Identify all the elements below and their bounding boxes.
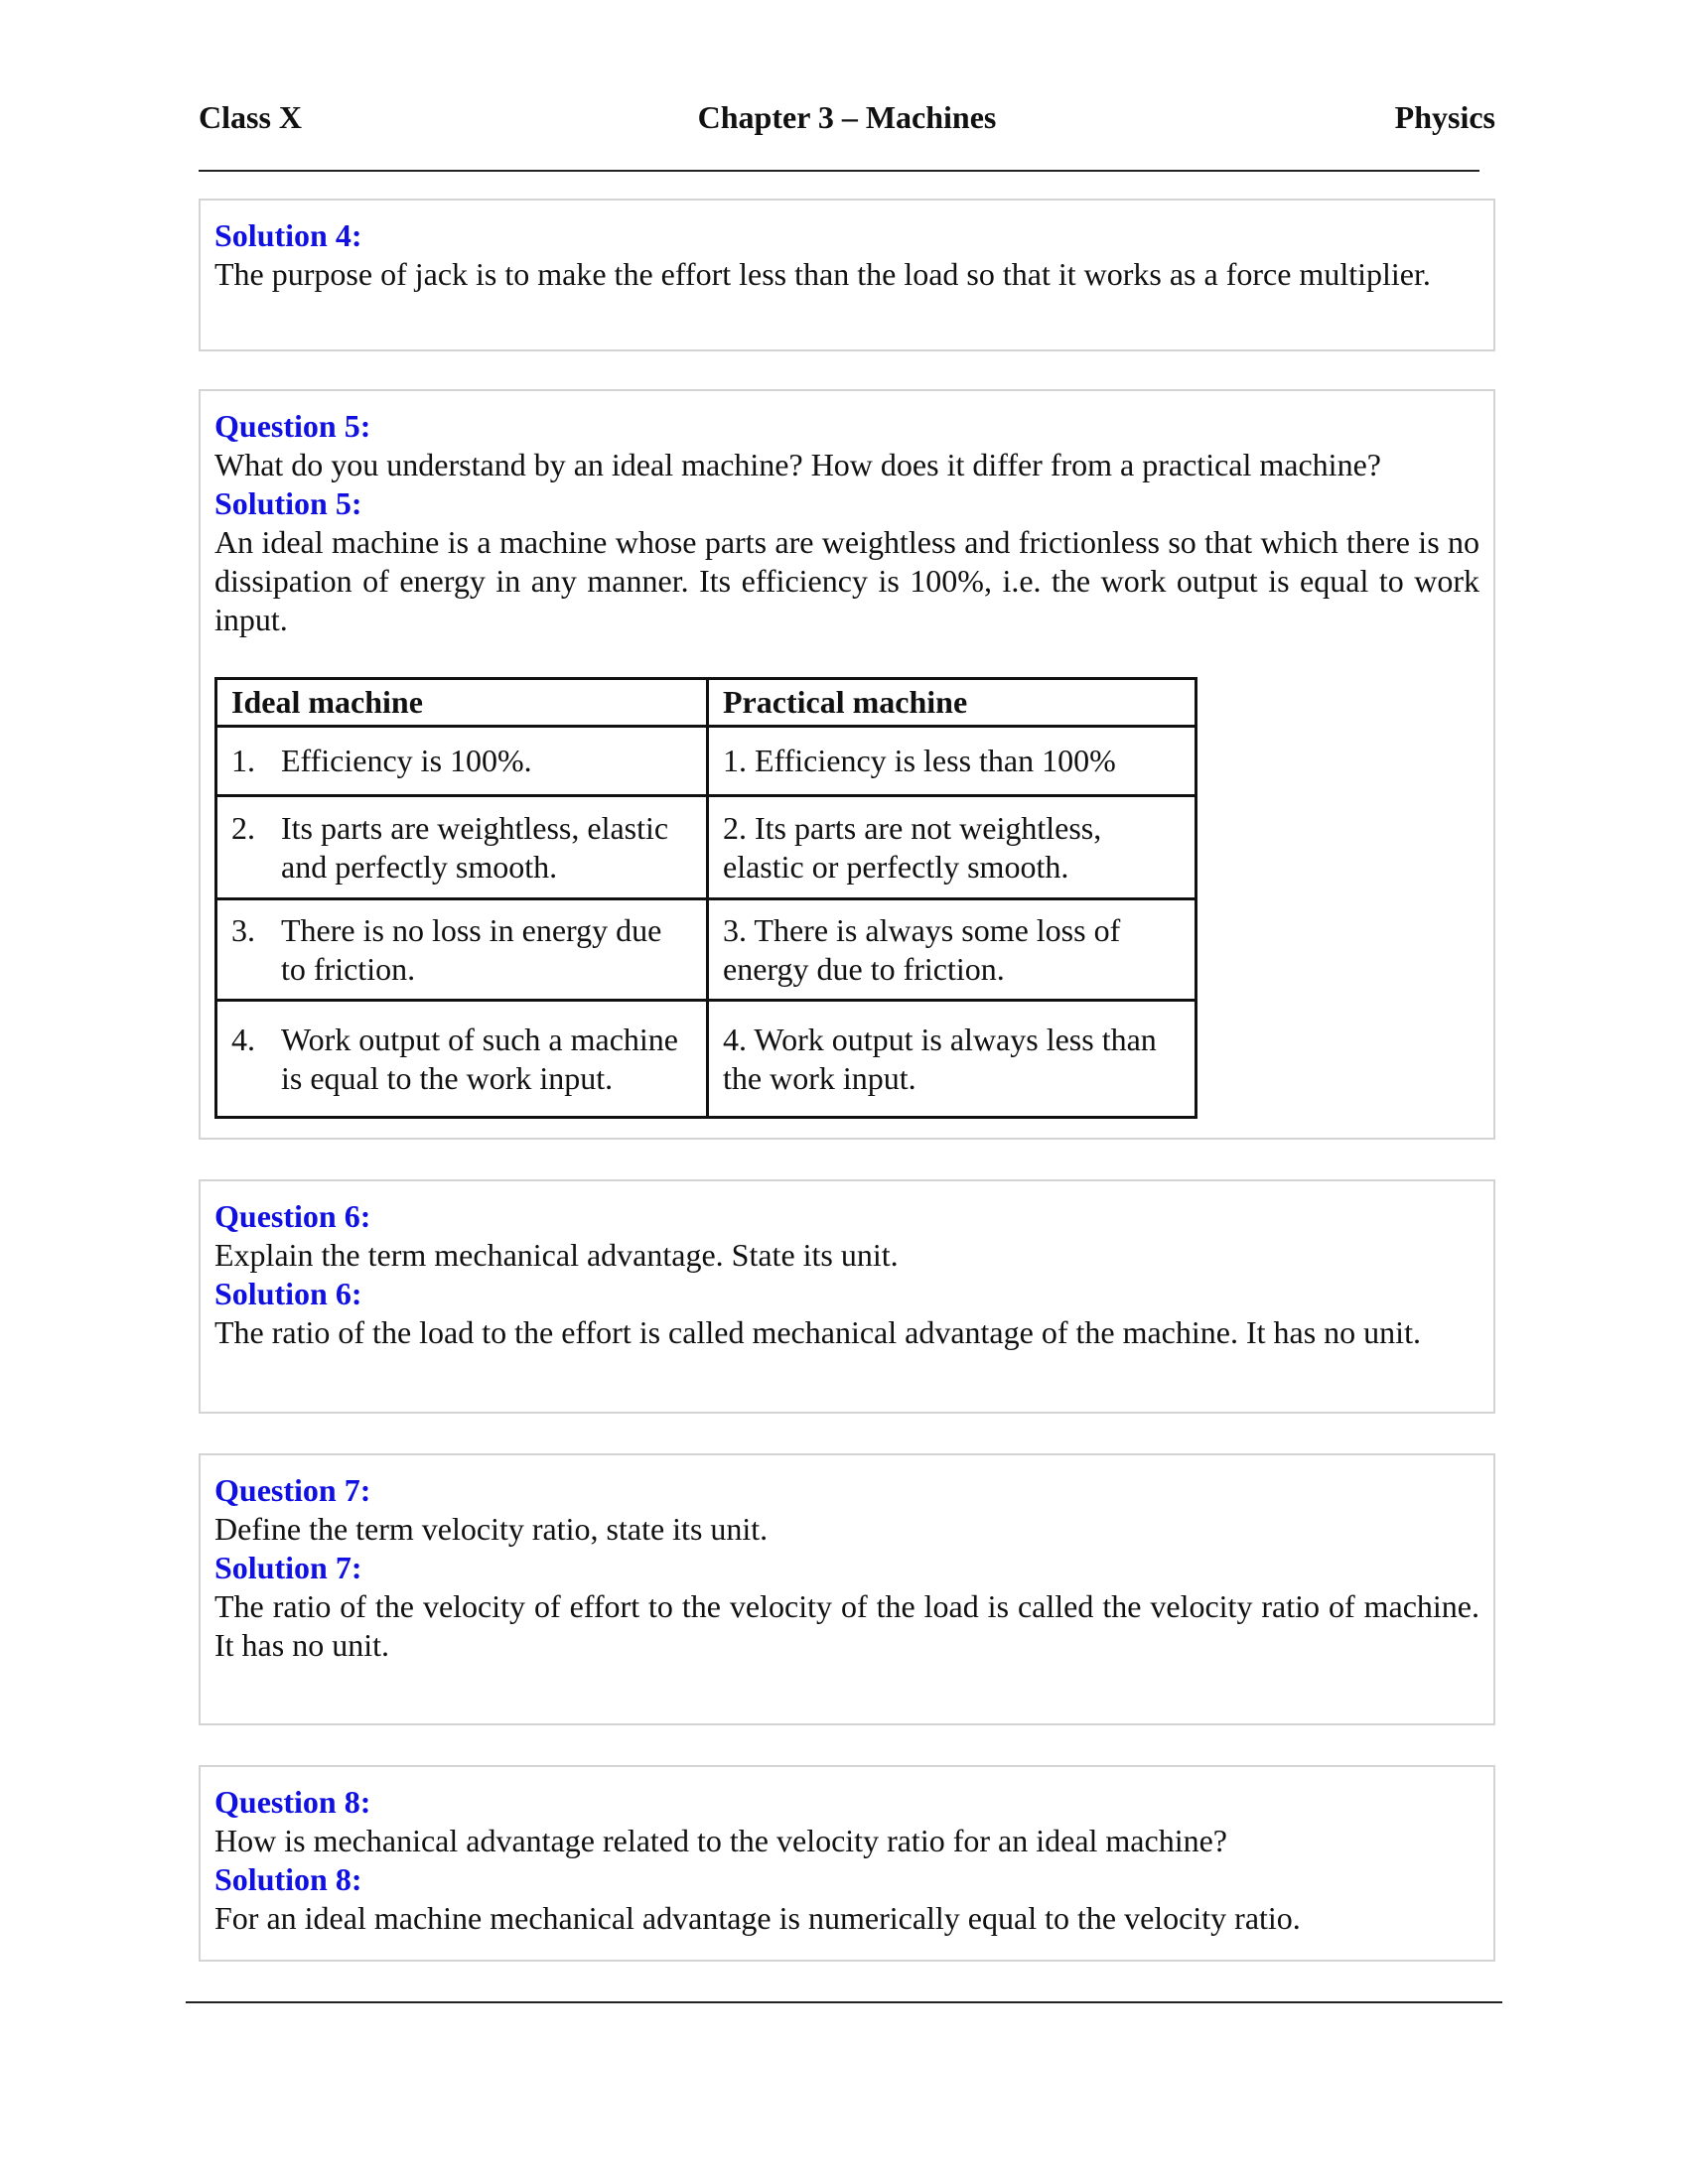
table-row (216, 1001, 1196, 1118)
solution-5-text: An ideal machine is a machine whose parts are weightless and frictionless so that which there is no dissipation of energy in any manner. Its efficiency is 100%, i.e. the work output is equal to work input. (214, 524, 1479, 637)
practical-cell: 3. There is always some loss of energy due to friction. (708, 899, 1196, 1001)
question-6-text: Explain the term mechanical advantage. State its unit. (214, 1237, 899, 1273)
header-class: Class X (199, 99, 303, 135)
header-subject: Physics (1394, 99, 1495, 135)
question-5-box (199, 389, 1495, 1140)
question-5-label: Question 5: (214, 408, 371, 444)
solution-7-text: The ratio of the velocity of effort to the velocity of the load is called the velocity ratio of machine. It has no unit. (214, 1588, 1479, 1663)
header-ideal-machine: Ideal machine (216, 679, 708, 727)
row-number: 4. (231, 1021, 255, 1057)
question-8-text: How is mechanical advantage related to the velocity ratio for an ideal machine? (214, 1823, 1227, 1858)
ideal-text: Efficiency is 100%. (281, 743, 532, 778)
table-row (216, 727, 1196, 796)
question-6-box (199, 1179, 1495, 1414)
solution-5-label: Solution 5: (214, 485, 362, 521)
header-chapter-title: Chapter 3 – Machines (697, 99, 997, 135)
ideal-text: Its parts are weightless, elastic and perfectly smooth. (281, 809, 669, 885)
ideal-cell (216, 796, 708, 899)
question-8-box (199, 1765, 1495, 1962)
page-header (199, 99, 1495, 143)
table-header-row (216, 679, 1196, 727)
ideal-text: There is no loss in energy due to friction. (281, 911, 662, 987)
solution-7-label: Solution 7: (214, 1550, 362, 1585)
comparison-table (214, 677, 1197, 1119)
solution-6-text: The ratio of the load to the effort is called mechanical advantage of the machine. It has no unit. (214, 1314, 1421, 1350)
footer-divider (186, 2001, 1502, 2003)
row-number: 1. (231, 743, 255, 778)
solution-6-label: Solution 6: (214, 1276, 362, 1311)
practical-cell: 1. Efficiency is less than 100% (708, 727, 1196, 796)
row-number: 2. (231, 809, 255, 846)
solution-4-box (199, 199, 1495, 351)
question-8-label: Question 8: (214, 1784, 371, 1820)
ideal-cell (216, 727, 708, 796)
header-divider (199, 170, 1479, 172)
practical-cell: 2. Its parts are not weightless, elastic or perfectly smooth. (708, 796, 1196, 899)
question-7-text: Define the term velocity ratio, state its unit. (214, 1511, 769, 1547)
solution-8-label: Solution 8: (214, 1861, 362, 1897)
ideal-cell (216, 1001, 708, 1118)
table-row (216, 899, 1196, 1001)
solution-4-text: The purpose of jack is to make the effort less than the load so that it works as a force multiplier. (214, 256, 1431, 292)
ideal-text: Work output of such a machine is equal to the work input. (281, 1021, 678, 1096)
question-6-label: Question 6: (214, 1198, 371, 1234)
header-practical-machine: Practical machine (708, 679, 1196, 727)
practical-cell: 4. Work output is always less than the work input. (708, 1001, 1196, 1118)
table-row (216, 796, 1196, 899)
ideal-cell (216, 899, 708, 1001)
question-7-box (199, 1453, 1495, 1725)
question-5-text: What do you understand by an ideal machine? How does it differ from a practical machine? (214, 447, 1381, 482)
solution-4-label: Solution 4: (214, 217, 362, 253)
row-number: 3. (231, 911, 255, 948)
solution-8-text: For an ideal machine mechanical advantage is numerically equal to the velocity ratio. (214, 1900, 1301, 1936)
question-7-label: Question 7: (214, 1472, 371, 1508)
